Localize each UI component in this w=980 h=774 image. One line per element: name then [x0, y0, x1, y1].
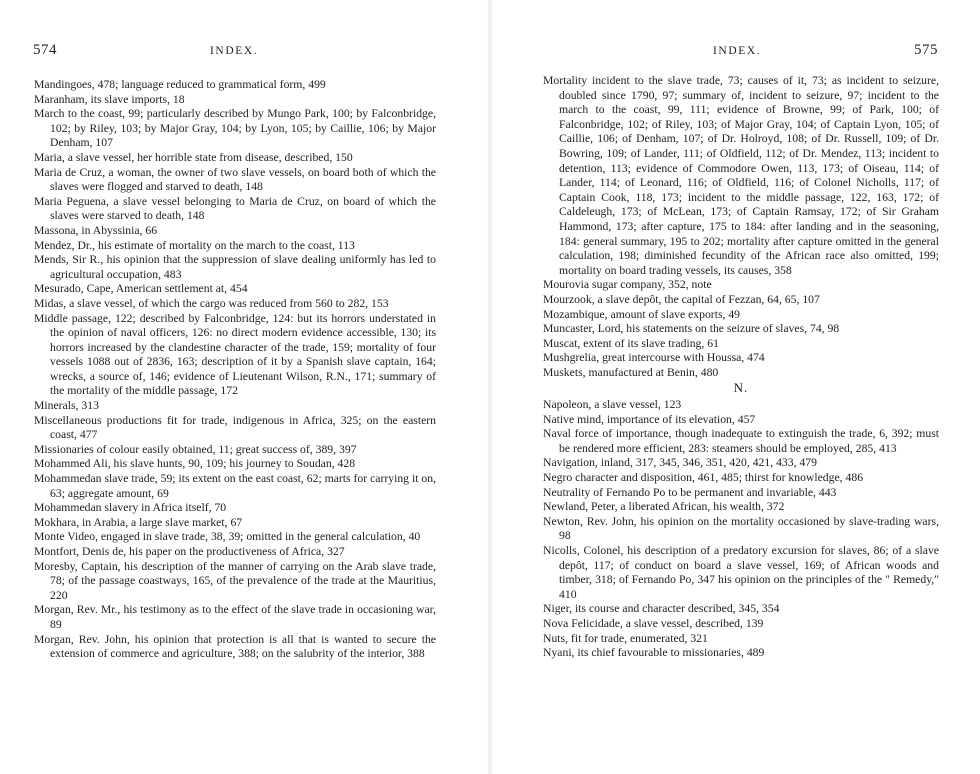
index-entry: Nyani, its chief favourable to missionaries, 489: [543, 646, 765, 660]
index-entry: Mohammedan slave trade, 59; its extent on the east coast, 62; marts for carrying it on, 63; aggregate amount, 69: [34, 472, 436, 500]
index-entry: Monte Video, engaged in slave trade, 38, 39; omitted in the general calculation, 40: [34, 530, 421, 544]
index-entry: Neutrality of Fernando Po to be permanent and invariable, 443: [543, 485, 837, 499]
index-entry: Maria Peguena, a slave vessel belonging to Maria de Cruz, on board of which the slaves were starved to death, 148: [34, 194, 436, 223]
index-entry: Mesurado, Cape, American settlement at, 454: [34, 282, 248, 296]
index-entry: Maranham, its slave imports, 18: [34, 92, 185, 106]
index-entry: Middle passage, 122; described by Falconbridge, 124: but its horrors understated in the opinion of naval officers, 126: no direct modern evidence accessible, 130; its horrors increased by the clandestine character of the trade, 159; mortality of four vessels 1088 out of 2836, 163; description of it by a Spanish slave captain, 164; wrecks, a source of, 146; evidence of Lieutenant Wilson, R.N., 171; summary of the mortality of the middle passage, 172: [34, 311, 436, 398]
index-entry: Mendez, Dr., his estimate of mortality on the march to the coast, 113: [34, 238, 355, 252]
index-entry: Napoleon, a slave vessel, 123: [543, 398, 682, 412]
index-entry: Mortality incident to the slave trade, 73; causes of it, 73; as incident to seizure, doubled since 1790, 97; summary of, incident to seizure, 97; incident to the march to the coast, 99, 111; evidence of Browne, 99; of Park, 100; of Falconbridge, 102; of Riley, 103; of Major Gray, 104; of Captain Lyon, 105; of Caillie, 106; of Denham, 107; of Dr. Holroyd, 108; of Dr. Russell, 109; of Dr. Bowring, 109; of Lander, 111; of Oldfield, 112; of Dr. Mendez, 113; incident to detention, 113; evidence of Commodore Owen, 113, 173; of Oiseau, 114; of Lander, 114; of Leonard, 116; of Oldfield, 116; of Colonel Nicholls, 117; of Captain Cook, 118, 173; incident to the middle passage, 122, 163, 172; of Caldeleugh, 173; of McLean, 173; of Captain Ramsay, 172; of Sir Graham Hammond, 173; after capture, 175 to 184: after landing and in the seasoning, 184: general summary, 195 to 202; mortality after capture omitted in the general calculation, 198; diminished fecundity of the African race also omitted, 199; mortality on board trading vessels, its causes, 358: [543, 74, 939, 277]
index-entry: Mourovia sugar company, 352, note: [543, 278, 712, 292]
index-entry: Mends, Sir R., his opinion that the suppression of slave dealing uniformly has led to agricultural occupation, 483: [34, 253, 436, 281]
index-entry: Mohammed Ali, his slave hunts, 90, 109; his journey to Soudan, 428: [34, 457, 356, 471]
index-entry: Nuts, fit for trade, enumerated, 321: [543, 631, 708, 645]
index-entry: Negro character and disposition, 461, 485; thirst for knowledge, 486: [543, 471, 864, 485]
running-head: INDEX.: [210, 45, 259, 57]
index-entry: Newton, Rev. John, his opinion on the mortality occasioned by slave-trading wars, 98: [543, 514, 939, 543]
page-number: 574: [33, 42, 57, 58]
index-entry: Native mind, importance of its elevation, 457: [543, 412, 756, 426]
index-entry: Muscat, extent of its slave trading, 61: [543, 336, 719, 350]
index-column: [543, 74, 939, 661]
index-entry: Massona, in Abyssinia, 66: [34, 223, 158, 237]
index-entry: Missionaries of colour easily obtained, 11; great success of, 389, 397: [34, 442, 357, 456]
index-entry: Morgan, Rev. John, his opinion that protection is all that is wanted to secure the extension of commerce and agriculture, 388; on the salubrity of the interior, 388: [34, 632, 436, 661]
index-entry: Minerals, 313: [34, 399, 99, 413]
index-entry: Navigation, inland, 317, 345, 346, 351, 420, 421, 433, 479: [543, 456, 817, 470]
right-page: [493, 0, 980, 774]
index-entry: Niger, its course and character described, 345, 354: [543, 602, 780, 616]
index-entry: Midas, a slave vessel, of which the cargo was reduced from 560 to 282, 153: [34, 296, 389, 310]
index-entry: Muskets, manufactured at Benin, 480: [543, 365, 719, 379]
index-entry: Mozambique, amount of slave exports, 49: [543, 307, 741, 321]
index-column: [34, 78, 436, 662]
section-letter: N.: [733, 380, 749, 396]
index-entry: Newland, Peter, a liberated African, his wealth, 372: [543, 500, 785, 514]
left-page: [0, 0, 487, 774]
index-entry: Muncaster, Lord, his statements on the seizure of slaves, 74, 98: [543, 322, 840, 336]
page-number: 575: [914, 42, 938, 58]
index-entry: Montfort, Denis de, his paper on the productiveness of Africa, 327: [34, 545, 345, 558]
index-entry: Mokhara, in Arabia, a large slave market, 67: [34, 515, 243, 529]
index-entry: Mohammedan slavery in Africa itself, 70: [34, 501, 227, 515]
index-entry: Naval force of importance, though inadequate to extinguish the trade, 6, 392; must be rendered more efficient, 283: steamers should be employed, 285, 413: [543, 427, 939, 455]
index-entry: Nova Felicidade, a slave vessel, described, 139: [543, 616, 764, 630]
index-entry: Mourzook, a slave depôt, the capital of Fezzan, 64, 65, 107: [543, 292, 820, 306]
index-entry: Miscellaneous productions fit for trade, indigenous in Africa, 325; on the eastern coast, 477: [34, 413, 436, 442]
index-entry: Moresby, Captain, his description of the manner of carrying on the Arab slave trade, 78; of the passage coastways, 165, of the prevalence of the trade at the Mauritius, 220: [34, 559, 436, 602]
index-entry: March to the coast, 99; particularly described by Mungo Park, 100; by Falconbridge, 102; by Riley, 103; by Major Gray, 104; by Lyon, 105; by Caillie, 106; by Major Denham, 107: [34, 107, 436, 150]
index-entry: Nicolls, Colonel, his description of a predatory excursion for slaves, 86; of a slave depôt, 117; of conduct on board a slave vessel, 169; of African woods and timber, 318; of Fernando Po, 347 his opinion on the principles of the " Remedy," 410: [543, 544, 939, 601]
index-entry: Mushgrelia, great intercourse with Houssa, 474: [543, 351, 765, 365]
index-entry: Mandingoes, 478; language reduced to grammatical form, 499: [34, 78, 326, 91]
index-entry: Maria, a slave vessel, her horrible state from disease, described, 150: [34, 150, 353, 164]
index-entry: Maria de Cruz, a woman, the owner of two slave vessels, on board both of which the slaves were flogged and starved to death, 148: [34, 165, 436, 194]
index-entry: Morgan, Rev. Mr., his testimony as to the effect of the slave trade in occasioning war, 89: [34, 603, 436, 631]
running-head: INDEX.: [713, 45, 762, 57]
